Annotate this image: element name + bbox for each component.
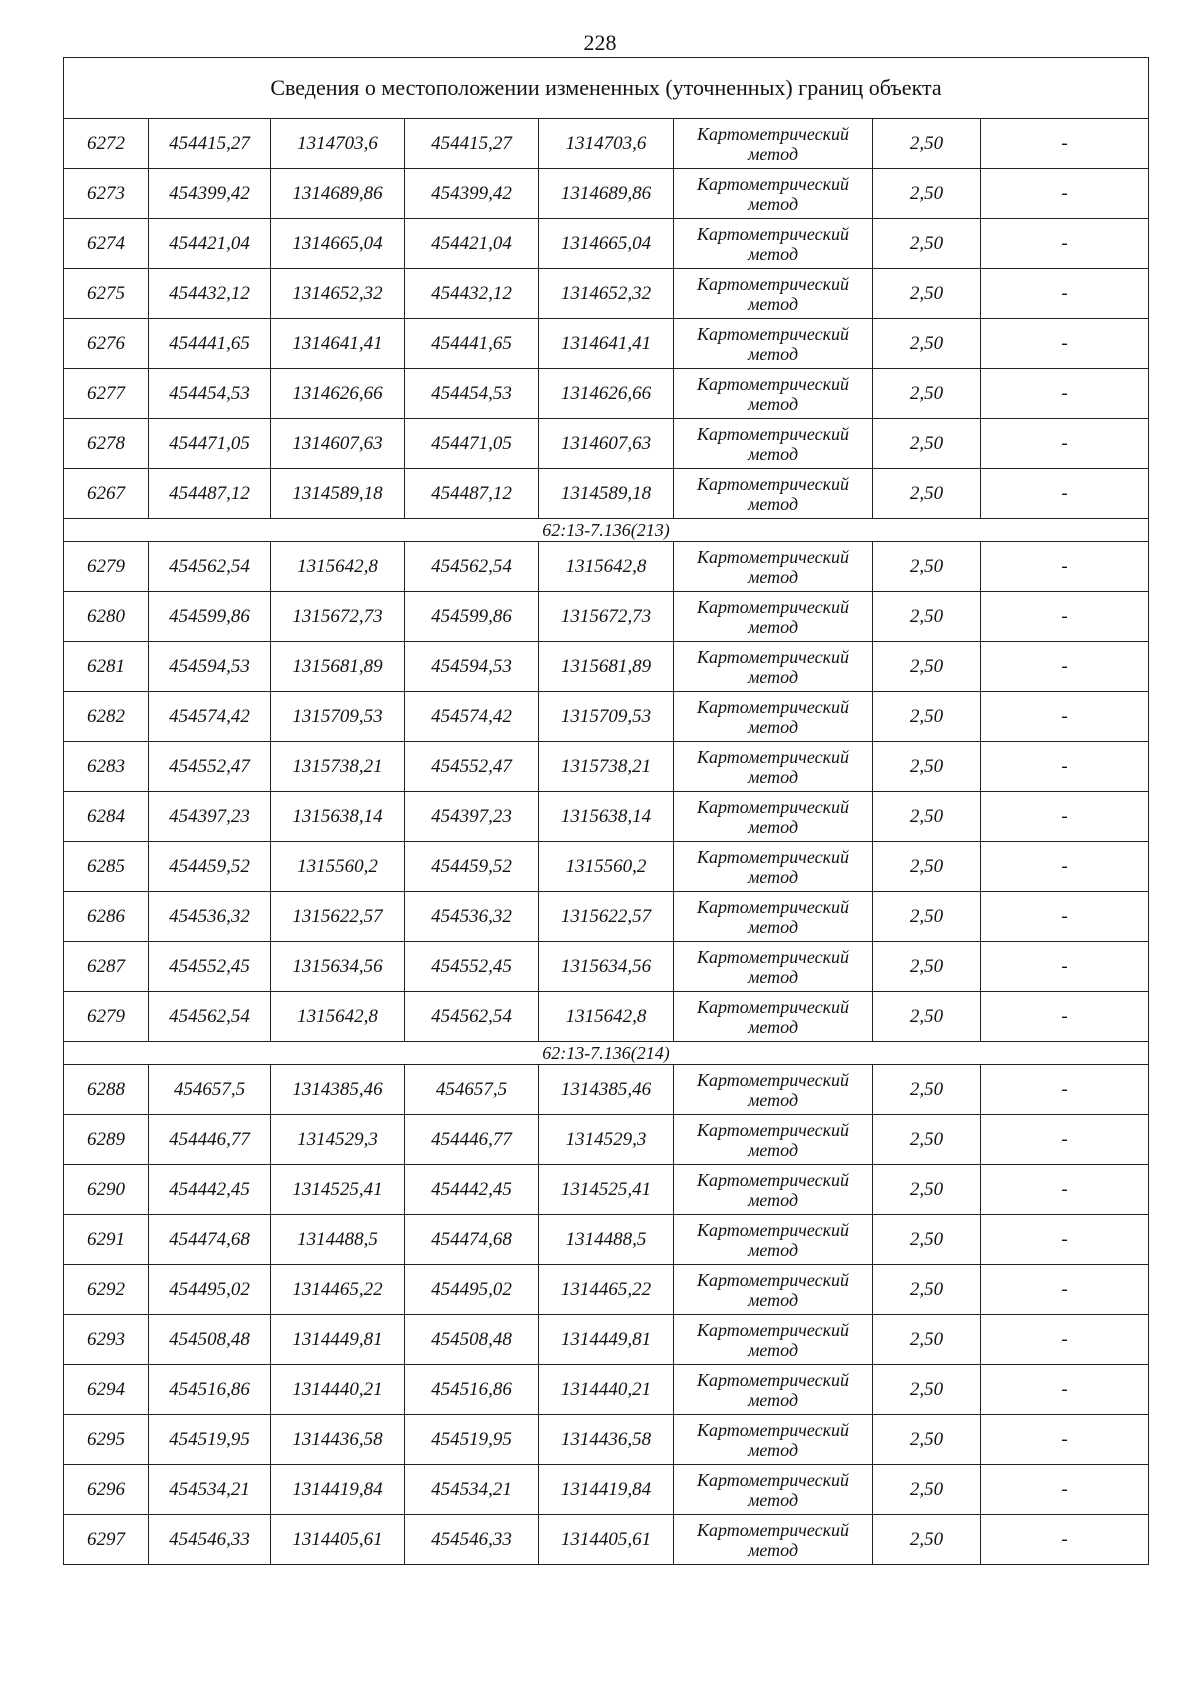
x-new-cell: 454599,86	[405, 592, 539, 642]
table-row	[64, 119, 1149, 169]
y-new-cell: 1315622,57	[539, 892, 674, 942]
y-new-cell: 1315634,56	[539, 942, 674, 992]
description-cell: -	[981, 1365, 1149, 1415]
y-new-cell: 1315738,21	[539, 742, 674, 792]
precision-cell: 2,50	[873, 469, 981, 519]
y-existing-cell: 1314525,41	[271, 1165, 405, 1215]
description-cell: -	[981, 1165, 1149, 1215]
y-existing-cell: 1314405,61	[271, 1515, 405, 1565]
method-cell: Картометрический метод	[674, 792, 873, 842]
precision-cell: 2,50	[873, 369, 981, 419]
table-row	[64, 419, 1149, 469]
y-new-cell: 1315709,53	[539, 692, 674, 742]
y-existing-cell: 1315681,89	[271, 642, 405, 692]
point-number-cell: 6293	[64, 1315, 149, 1365]
table-row	[64, 692, 1149, 742]
description-cell: -	[981, 319, 1149, 369]
method-cell: Картометрический метод	[674, 1265, 873, 1315]
x-new-cell: 454552,45	[405, 942, 539, 992]
x-existing-cell: 454441,65	[149, 319, 271, 369]
precision-cell: 2,50	[873, 1415, 981, 1465]
description-cell: -	[981, 1065, 1149, 1115]
precision-cell: 2,50	[873, 592, 981, 642]
section-header-row	[64, 1042, 1149, 1065]
table-row	[64, 842, 1149, 892]
y-existing-cell: 1314465,22	[271, 1265, 405, 1315]
table-row	[64, 1115, 1149, 1165]
y-existing-cell: 1314665,04	[271, 219, 405, 269]
point-number-cell: 6288	[64, 1065, 149, 1115]
description-cell: -	[981, 542, 1149, 592]
x-existing-cell: 454552,45	[149, 942, 271, 992]
table-row	[64, 1265, 1149, 1315]
y-new-cell: 1315560,2	[539, 842, 674, 892]
x-existing-cell: 454562,54	[149, 992, 271, 1042]
x-new-cell: 454508,48	[405, 1315, 539, 1365]
x-existing-cell: 454446,77	[149, 1115, 271, 1165]
table-row	[64, 892, 1149, 942]
x-existing-cell: 454534,21	[149, 1465, 271, 1515]
y-existing-cell: 1314641,41	[271, 319, 405, 369]
x-new-cell: 454415,27	[405, 119, 539, 169]
y-new-cell: 1314689,86	[539, 169, 674, 219]
y-new-cell: 1314449,81	[539, 1315, 674, 1365]
y-existing-cell: 1314703,6	[271, 119, 405, 169]
method-cell: Картометрический метод	[674, 369, 873, 419]
point-number-cell: 6296	[64, 1465, 149, 1515]
precision-cell: 2,50	[873, 1465, 981, 1515]
y-existing-cell: 1315622,57	[271, 892, 405, 942]
point-number-cell: 6285	[64, 842, 149, 892]
point-number-cell: 6295	[64, 1415, 149, 1465]
method-cell: Картометрический метод	[674, 942, 873, 992]
y-existing-cell: 1314449,81	[271, 1315, 405, 1365]
x-new-cell: 454574,42	[405, 692, 539, 742]
table-row	[64, 1315, 1149, 1365]
x-new-cell: 454454,53	[405, 369, 539, 419]
method-cell: Картометрический метод	[674, 269, 873, 319]
description-cell: -	[981, 1465, 1149, 1515]
description-cell: -	[981, 992, 1149, 1042]
y-new-cell: 1315681,89	[539, 642, 674, 692]
point-number-cell: 6297	[64, 1515, 149, 1565]
table-row	[64, 1165, 1149, 1215]
description-cell: -	[981, 592, 1149, 642]
y-new-cell: 1314385,46	[539, 1065, 674, 1115]
method-cell: Картометрический метод	[674, 469, 873, 519]
y-existing-cell: 1315642,8	[271, 992, 405, 1042]
x-existing-cell: 454415,27	[149, 119, 271, 169]
point-number-cell: 6278	[64, 419, 149, 469]
precision-cell: 2,50	[873, 1315, 981, 1365]
x-new-cell: 454519,95	[405, 1415, 539, 1465]
point-number-cell: 6274	[64, 219, 149, 269]
precision-cell: 2,50	[873, 842, 981, 892]
x-new-cell: 454536,32	[405, 892, 539, 942]
point-number-cell: 6277	[64, 369, 149, 419]
description-cell: -	[981, 269, 1149, 319]
table-row	[64, 269, 1149, 319]
y-new-cell: 1314405,61	[539, 1515, 674, 1565]
y-existing-cell: 1314626,66	[271, 369, 405, 419]
x-new-cell: 454441,65	[405, 319, 539, 369]
point-number-cell: 6267	[64, 469, 149, 519]
x-existing-cell: 454459,52	[149, 842, 271, 892]
description-cell: -	[981, 1515, 1149, 1565]
x-existing-cell: 454399,42	[149, 169, 271, 219]
precision-cell: 2,50	[873, 319, 981, 369]
x-existing-cell: 454508,48	[149, 1315, 271, 1365]
y-new-cell: 1314665,04	[539, 219, 674, 269]
description-cell: -	[981, 1315, 1149, 1365]
method-cell: Картометрический метод	[674, 219, 873, 269]
x-new-cell: 454534,21	[405, 1465, 539, 1515]
precision-cell: 2,50	[873, 1215, 981, 1265]
x-new-cell: 454562,54	[405, 992, 539, 1042]
y-existing-cell: 1314385,46	[271, 1065, 405, 1115]
description-cell: -	[981, 1115, 1149, 1165]
y-existing-cell: 1314652,32	[271, 269, 405, 319]
description-cell: -	[981, 642, 1149, 692]
table-row	[64, 1065, 1149, 1115]
x-new-cell: 454594,53	[405, 642, 539, 692]
y-new-cell: 1314488,5	[539, 1215, 674, 1265]
precision-cell: 2,50	[873, 792, 981, 842]
y-new-cell: 1315642,8	[539, 542, 674, 592]
precision-cell: 2,50	[873, 942, 981, 992]
precision-cell: 2,50	[873, 219, 981, 269]
x-existing-cell: 454487,12	[149, 469, 271, 519]
x-new-cell: 454421,04	[405, 219, 539, 269]
x-new-cell: 454459,52	[405, 842, 539, 892]
y-existing-cell: 1315638,14	[271, 792, 405, 842]
table-row	[64, 942, 1149, 992]
x-new-cell: 454495,02	[405, 1265, 539, 1315]
y-existing-cell: 1315738,21	[271, 742, 405, 792]
x-existing-cell: 454471,05	[149, 419, 271, 469]
y-existing-cell: 1315642,8	[271, 542, 405, 592]
point-number-cell: 6279	[64, 542, 149, 592]
page-number: 228	[583, 30, 617, 55]
precision-cell: 2,50	[873, 269, 981, 319]
y-new-cell: 1314607,63	[539, 419, 674, 469]
boundary-coordinates-table	[63, 57, 1149, 1565]
method-cell: Картометрический метод	[674, 1415, 873, 1465]
x-new-cell: 454471,05	[405, 419, 539, 469]
method-cell: Картометрический метод	[674, 1065, 873, 1115]
point-number-cell: 6272	[64, 119, 149, 169]
y-new-cell: 1315642,8	[539, 992, 674, 1042]
y-existing-cell: 1315672,73	[271, 592, 405, 642]
precision-cell: 2,50	[873, 1265, 981, 1315]
x-existing-cell: 454432,12	[149, 269, 271, 319]
description-cell: -	[981, 169, 1149, 219]
table-title-row	[64, 58, 1149, 119]
method-cell: Картометрический метод	[674, 1465, 873, 1515]
y-new-cell: 1314641,41	[539, 319, 674, 369]
y-existing-cell: 1315560,2	[271, 842, 405, 892]
description-cell: -	[981, 1215, 1149, 1265]
section-cadastral-number: 62:13-7.136(213)	[64, 519, 1149, 542]
y-existing-cell: 1314488,5	[271, 1215, 405, 1265]
method-cell: Картометрический метод	[674, 169, 873, 219]
table-row	[64, 469, 1149, 519]
description-cell: -	[981, 692, 1149, 742]
description-cell: -	[981, 469, 1149, 519]
description-cell: -	[981, 419, 1149, 469]
method-cell: Картометрический метод	[674, 992, 873, 1042]
table-row	[64, 742, 1149, 792]
table-row	[64, 1515, 1149, 1565]
x-new-cell: 454657,5	[405, 1065, 539, 1115]
y-new-cell: 1314589,18	[539, 469, 674, 519]
x-existing-cell: 454546,33	[149, 1515, 271, 1565]
y-existing-cell: 1315634,56	[271, 942, 405, 992]
method-cell: Картометрический метод	[674, 1315, 873, 1365]
description-cell: -	[981, 792, 1149, 842]
method-cell: Картометрический метод	[674, 419, 873, 469]
y-new-cell: 1314465,22	[539, 1265, 674, 1315]
y-new-cell: 1314419,84	[539, 1465, 674, 1515]
y-new-cell: 1315638,14	[539, 792, 674, 842]
y-new-cell: 1314440,21	[539, 1365, 674, 1415]
point-number-cell: 6275	[64, 269, 149, 319]
description-cell: -	[981, 942, 1149, 992]
y-existing-cell: 1314529,3	[271, 1115, 405, 1165]
x-existing-cell: 454657,5	[149, 1065, 271, 1115]
section-header-row	[64, 519, 1149, 542]
point-number-cell: 6291	[64, 1215, 149, 1265]
y-new-cell: 1314525,41	[539, 1165, 674, 1215]
x-existing-cell: 454442,45	[149, 1165, 271, 1215]
y-existing-cell: 1314436,58	[271, 1415, 405, 1465]
y-existing-cell: 1314689,86	[271, 169, 405, 219]
table-row	[64, 319, 1149, 369]
x-existing-cell: 454519,95	[149, 1415, 271, 1465]
point-number-cell: 6284	[64, 792, 149, 842]
precision-cell: 2,50	[873, 419, 981, 469]
y-new-cell: 1314626,66	[539, 369, 674, 419]
y-new-cell: 1314703,6	[539, 119, 674, 169]
x-existing-cell: 454574,42	[149, 692, 271, 742]
method-cell: Картометрический метод	[674, 1115, 873, 1165]
y-existing-cell: 1314440,21	[271, 1365, 405, 1415]
precision-cell: 2,50	[873, 1365, 981, 1415]
y-existing-cell: 1314589,18	[271, 469, 405, 519]
x-existing-cell: 454421,04	[149, 219, 271, 269]
point-number-cell: 6279	[64, 992, 149, 1042]
precision-cell: 2,50	[873, 119, 981, 169]
x-new-cell: 454397,23	[405, 792, 539, 842]
method-cell: Картометрический метод	[674, 592, 873, 642]
method-cell: Картометрический метод	[674, 742, 873, 792]
y-new-cell: 1314529,3	[539, 1115, 674, 1165]
method-cell: Картометрический метод	[674, 1365, 873, 1415]
x-existing-cell: 454552,47	[149, 742, 271, 792]
section-cadastral-number: 62:13-7.136(214)	[64, 1042, 1149, 1065]
x-existing-cell: 454397,23	[149, 792, 271, 842]
table-row	[64, 992, 1149, 1042]
description-cell: -	[981, 119, 1149, 169]
precision-cell: 2,50	[873, 642, 981, 692]
x-existing-cell: 454495,02	[149, 1265, 271, 1315]
table-body	[64, 58, 1149, 1565]
description-cell: -	[981, 219, 1149, 269]
table-title: Сведения о местоположении измененных (уточненных) границ объекта	[64, 58, 1149, 119]
x-existing-cell: 454474,68	[149, 1215, 271, 1265]
table-row	[64, 1365, 1149, 1415]
method-cell: Картометрический метод	[674, 1165, 873, 1215]
precision-cell: 2,50	[873, 742, 981, 792]
point-number-cell: 6273	[64, 169, 149, 219]
point-number-cell: 6286	[64, 892, 149, 942]
description-cell: -	[981, 742, 1149, 792]
x-new-cell: 454442,45	[405, 1165, 539, 1215]
precision-cell: 2,50	[873, 1115, 981, 1165]
method-cell: Картометрический метод	[674, 319, 873, 369]
precision-cell: 2,50	[873, 169, 981, 219]
description-cell: -	[981, 1415, 1149, 1465]
table-row	[64, 1465, 1149, 1515]
method-cell: Картометрический метод	[674, 642, 873, 692]
table-row	[64, 169, 1149, 219]
x-existing-cell: 454454,53	[149, 369, 271, 419]
precision-cell: 2,50	[873, 1065, 981, 1115]
description-cell: -	[981, 892, 1149, 942]
point-number-cell: 6289	[64, 1115, 149, 1165]
method-cell: Картометрический метод	[674, 692, 873, 742]
precision-cell: 2,50	[873, 892, 981, 942]
table-row	[64, 219, 1149, 269]
precision-cell: 2,50	[873, 992, 981, 1042]
y-existing-cell: 1314419,84	[271, 1465, 405, 1515]
table-row	[64, 369, 1149, 419]
y-new-cell: 1315672,73	[539, 592, 674, 642]
point-number-cell: 6281	[64, 642, 149, 692]
point-number-cell: 6287	[64, 942, 149, 992]
method-cell: Картометрический метод	[674, 119, 873, 169]
x-new-cell: 454562,54	[405, 542, 539, 592]
method-cell: Картометрический метод	[674, 542, 873, 592]
point-number-cell: 6294	[64, 1365, 149, 1415]
x-new-cell: 454516,86	[405, 1365, 539, 1415]
y-new-cell: 1314436,58	[539, 1415, 674, 1465]
method-cell: Картометрический метод	[674, 842, 873, 892]
table-row	[64, 642, 1149, 692]
x-new-cell: 454546,33	[405, 1515, 539, 1565]
x-existing-cell: 454516,86	[149, 1365, 271, 1415]
point-number-cell: 6290	[64, 1165, 149, 1215]
x-new-cell: 454487,12	[405, 469, 539, 519]
point-number-cell: 6292	[64, 1265, 149, 1315]
x-new-cell: 454432,12	[405, 269, 539, 319]
point-number-cell: 6280	[64, 592, 149, 642]
x-new-cell: 454552,47	[405, 742, 539, 792]
x-new-cell: 454399,42	[405, 169, 539, 219]
description-cell: -	[981, 369, 1149, 419]
x-existing-cell: 454594,53	[149, 642, 271, 692]
y-existing-cell: 1315709,53	[271, 692, 405, 742]
point-number-cell: 6283	[64, 742, 149, 792]
precision-cell: 2,50	[873, 1165, 981, 1215]
x-existing-cell: 454562,54	[149, 542, 271, 592]
x-existing-cell: 454536,32	[149, 892, 271, 942]
table-row	[64, 542, 1149, 592]
y-new-cell: 1314652,32	[539, 269, 674, 319]
y-existing-cell: 1314607,63	[271, 419, 405, 469]
table-row	[64, 792, 1149, 842]
method-cell: Картометрический метод	[674, 1515, 873, 1565]
table-row	[64, 1415, 1149, 1465]
method-cell: Картометрический метод	[674, 892, 873, 942]
method-cell: Картометрический метод	[674, 1215, 873, 1265]
table-row	[64, 1215, 1149, 1265]
precision-cell: 2,50	[873, 1515, 981, 1565]
description-cell: -	[981, 1265, 1149, 1315]
point-number-cell: 6282	[64, 692, 149, 742]
x-new-cell: 454474,68	[405, 1215, 539, 1265]
precision-cell: 2,50	[873, 542, 981, 592]
point-number-cell: 6276	[64, 319, 149, 369]
precision-cell: 2,50	[873, 692, 981, 742]
description-cell: -	[981, 842, 1149, 892]
x-new-cell: 454446,77	[405, 1115, 539, 1165]
table-row	[64, 592, 1149, 642]
x-existing-cell: 454599,86	[149, 592, 271, 642]
